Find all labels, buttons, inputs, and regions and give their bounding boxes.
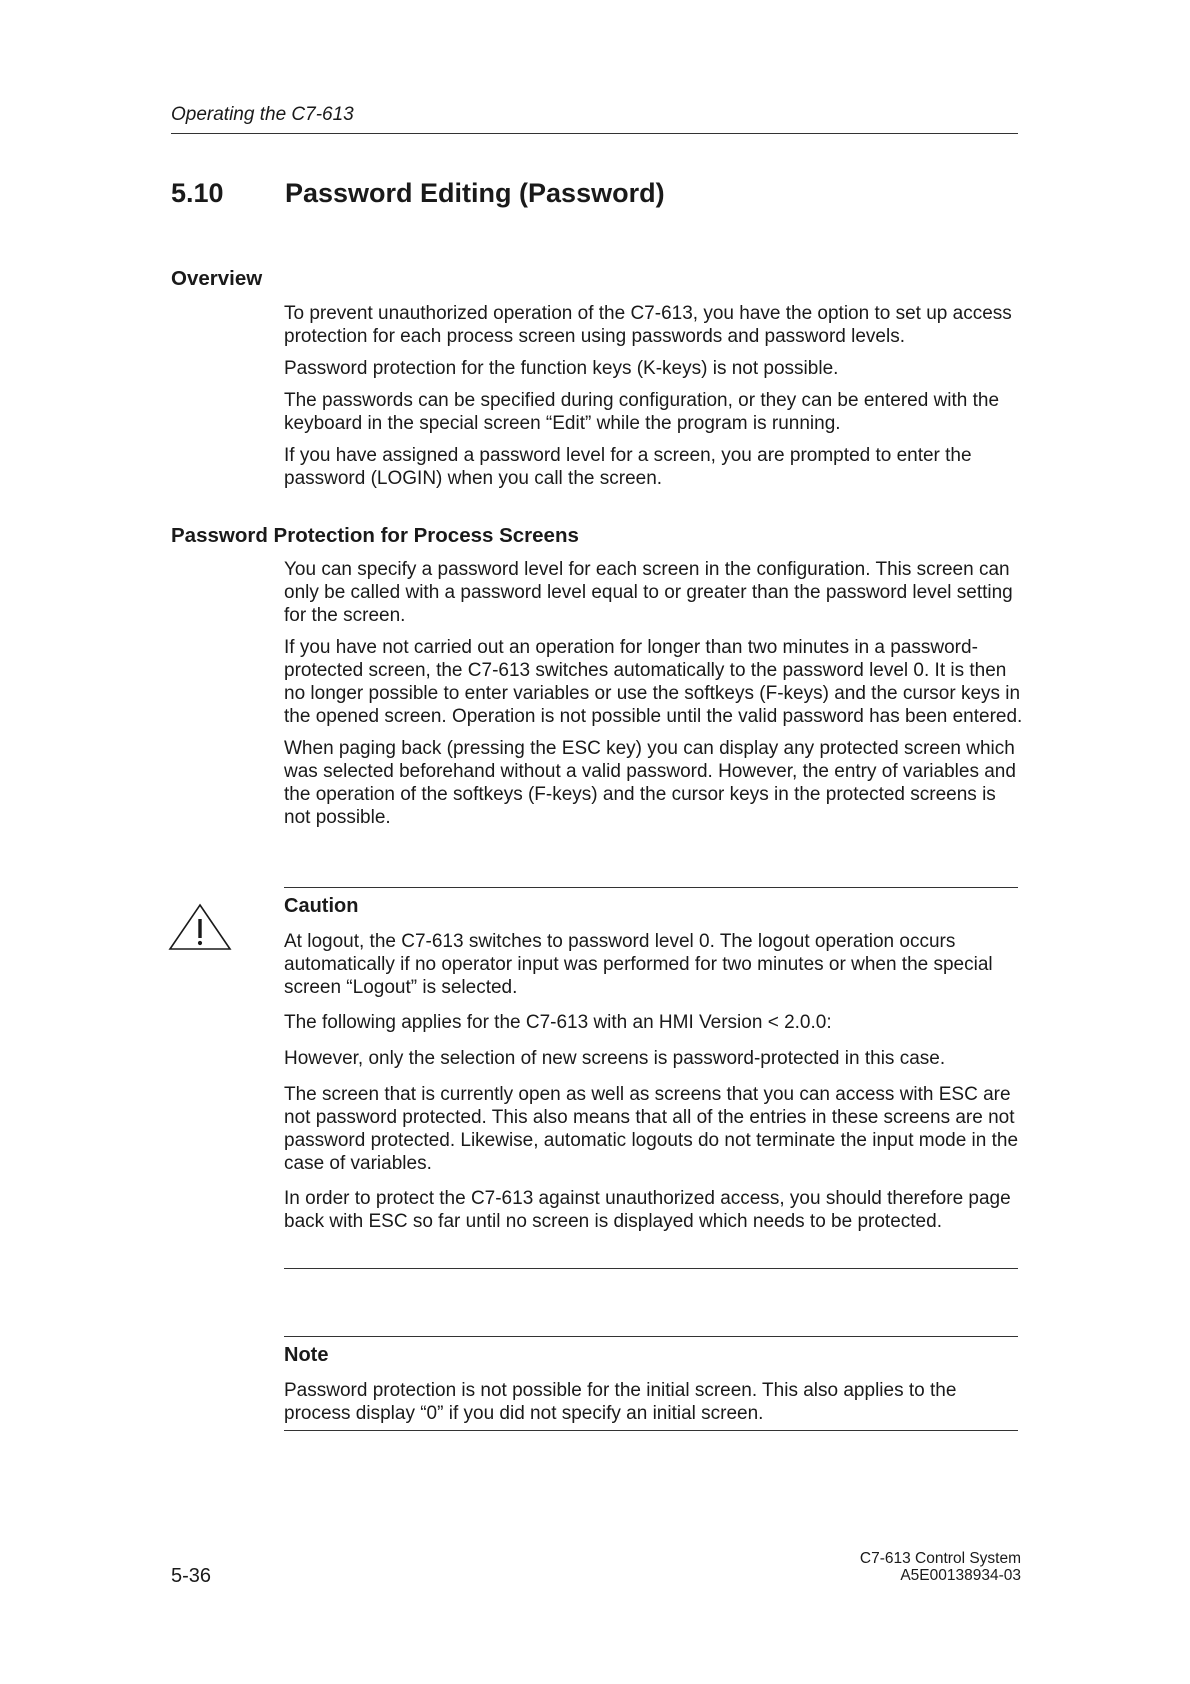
footer-doc-info (860, 1550, 1021, 1584)
overview-body (284, 302, 1024, 499)
caution-paragraph: However, only the selection of new screens is password-protected in this case. (284, 1048, 946, 1069)
caution-bottom-rule (284, 1268, 1018, 1269)
note-paragraph: Password protection is not possible for the initial screen. This also applies to the process display “0” if you did not specify an initial screen. (284, 1380, 957, 1424)
protection-heading: Password Protection for Process Screens (171, 524, 579, 547)
protection-paragraph: When paging back (pressing the ESC key) you can display any protected screen which was selected beforehand without a valid password. However, the entry of variables and the operation of the softkeys (F-keys) and the cursor keys in the protected screens is not possible. (284, 738, 1016, 828)
footer-doc-id: A5E00138934-03 (900, 1567, 1021, 1584)
caution-paragraph: At logout, the C7-613 switches to password level 0. The logout operation occurs automatically if no operator input was performed for two minutes or when the special screen “Logout” is selected. (284, 931, 993, 998)
caution-paragraph: In order to protect the C7-613 against unauthorized access, you should therefore page back with ESC so far until no screen is displayed which needs to be protected. (284, 1188, 1011, 1232)
caution-label: Caution (284, 895, 359, 917)
overview-paragraph: If you have assigned a password level for a screen, you are prompted to enter the password (LOGIN) when you call the screen. (284, 445, 972, 489)
section-number: 5.10 (171, 178, 224, 208)
overview-paragraph: To prevent unauthorized operation of the C7-613, you have the option to set up access protection for each process screen using passwords and password levels. (284, 303, 1012, 347)
note-top-rule (284, 1336, 1018, 1337)
section-title: Password Editing (Password) (285, 178, 665, 208)
overview-paragraph: The passwords can be specified during configuration, or they can be entered with the keyboard in the special screen “Edit” while the program is running. (284, 390, 1000, 434)
note-bottom-rule (284, 1430, 1018, 1431)
running-header: Operating the C7-613 (171, 104, 354, 125)
overview-paragraph: Password protection for the function keys (K-keys) is not possible. (284, 358, 839, 379)
caution-paragraph: The screen that is currently open as well as screens that you can access with ESC are not password protected. This also means that all of the entries in these screens are not password protected. Likewise, automatic logouts do not terminate the input mode in the case of variables. (284, 1084, 1019, 1174)
overview-heading: Overview (171, 267, 263, 290)
protection-paragraph: You can specify a password level for each screen in the configuration. This screen can only be called with a password level equal to or greater than the password level setting for the screen. (284, 559, 1013, 626)
protection-paragraph: If you have not carried out an operation for longer than two minutes in a password-protected screen, the C7-613 switches automatically to the password level 0. It is then no longer possible to enter variables or use the softkeys (F-keys) and the cursor keys in the opened screen. Operation is not possible until the valid password has been entered. (284, 637, 1023, 727)
footer-product: C7-613 Control System (859, 1550, 1021, 1567)
page-number: 5-36 (171, 1565, 212, 1587)
note-body (284, 1344, 1024, 1434)
caution-paragraph: The following applies for the C7-613 with an HMI Version < 2.0.0: (284, 1012, 832, 1033)
header-rule (171, 133, 1018, 134)
caution-top-rule (284, 887, 1018, 888)
caution-body (284, 895, 1024, 1242)
protection-body (284, 558, 1024, 838)
note-label: Note (284, 1344, 329, 1366)
warning-triangle-icon (168, 902, 232, 952)
